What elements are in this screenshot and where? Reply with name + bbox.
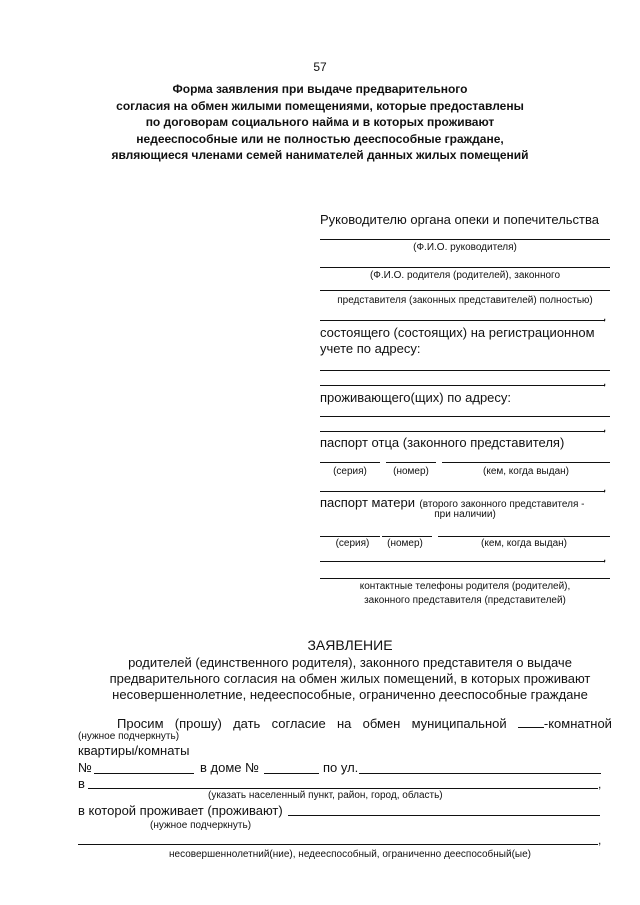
father-series-hint: (серия): [333, 466, 367, 477]
statement-subtitle-line: родителей (единственного родителя), законного представителя о выдаче: [128, 655, 572, 670]
mother-issued-hint: (кем, когда выдан): [481, 538, 567, 549]
rooms-field: [518, 716, 612, 731]
comma: ,: [603, 374, 607, 388]
mother-series-hint: (серия): [335, 538, 370, 549]
father-issued-hint: (кем, когда выдан): [483, 466, 569, 477]
apartment-number-blank[interactable]: [94, 773, 194, 774]
locality-blank[interactable]: [88, 788, 598, 789]
statement-subtitle-line: несовершеннолетние, недееспособные, ограниченно дееспособные граждане: [112, 687, 588, 702]
passport-mother-note-2: при наличии): [434, 509, 496, 520]
request-word: дать: [233, 716, 261, 731]
underline-hint: (нужное подчеркнуть): [78, 731, 180, 742]
form-title-line: Форма заявления при выдаче предварительного: [172, 82, 468, 96]
comma: ,: [598, 833, 602, 847]
fio-parent-hint: (Ф.И.О. родителя (родителей), законного: [369, 270, 561, 281]
phones-hint-2: законного представителя (представителей): [364, 595, 566, 606]
father-passport-line-2[interactable]: [320, 491, 605, 492]
fio-parent-line[interactable]: [320, 267, 610, 268]
recipient-header: Руководителю органа опеки и попечительства: [320, 212, 599, 227]
house-number-blank[interactable]: [264, 773, 319, 774]
page-number: 57: [313, 60, 327, 74]
passport-father-label: паспорт отца (законного представителя): [320, 435, 565, 450]
rooms-count-blank[interactable]: [518, 716, 544, 728]
mother-series-line[interactable]: [320, 536, 380, 537]
father-issued-line[interactable]: [442, 462, 610, 463]
phones-hint: контактные телефоны родителя (родителей),: [359, 581, 571, 592]
fio-head-hint: (Ф.И.О. руководителя): [413, 242, 517, 253]
mother-passport-line-2[interactable]: [320, 561, 605, 562]
statement-subtitle: [40, 655, 640, 703]
request-word: (прошу): [174, 716, 222, 731]
request-word: обмен: [362, 716, 401, 731]
living-label: проживающего(щих) по адресу:: [320, 390, 512, 405]
apartment-label: квартиры/комнаты: [78, 743, 190, 758]
comma: ,: [603, 420, 607, 434]
registered-address-line-2[interactable]: [320, 385, 605, 386]
request-word: на: [336, 716, 352, 731]
form-title-line: недееспособные или не полностью дееспособные граждане,: [136, 131, 504, 146]
form-title-line: являющиеся членами семей нанимателей данных жилых помещений: [111, 148, 529, 162]
persons-blank[interactable]: [78, 844, 598, 845]
fio-parent-line-2[interactable]: [320, 290, 610, 291]
form-title: [60, 81, 580, 164]
comma: ,: [603, 480, 607, 494]
form-title-line: по договорам социального найма и в которых проживают: [145, 115, 495, 129]
request-word: Просим: [117, 716, 164, 731]
father-number-line[interactable]: [386, 462, 436, 463]
fio-parent-hint-2: представителя (законных представителей) полностью): [337, 295, 593, 306]
request-word: муниципальной: [411, 716, 507, 731]
comma: ,: [603, 309, 607, 323]
street-label: по ул.: [323, 760, 359, 775]
mother-number-hint: (номер): [387, 538, 423, 549]
living-persons-label: в которой проживает (проживают): [78, 803, 283, 818]
street-blank[interactable]: [359, 773, 601, 774]
fio-parent-line-3[interactable]: [320, 320, 605, 321]
statement-subtitle-line: предварительного согласия на обмен жилых помещений, в которых проживают: [109, 671, 591, 686]
statement-title: ЗАЯВЛЕНИЕ: [307, 637, 393, 653]
form-title-line: согласия на обмен жилыми помещениями, которые предоставлены: [116, 98, 524, 113]
registered-label: состоящего (состоящих) на регистрационном: [320, 325, 595, 340]
father-number-hint: (номер): [393, 466, 429, 477]
living-persons-blank[interactable]: [288, 815, 600, 816]
passport-mother-note: (второго законного представителя -: [419, 499, 585, 510]
passport-mother-label: паспорт матери: [320, 495, 415, 510]
request-word: согласие: [271, 716, 326, 731]
in-label: в: [78, 776, 85, 791]
no-label: №: [78, 760, 92, 775]
comma: ,: [598, 777, 602, 791]
request-line: [117, 716, 612, 731]
rooms-suffix: -комнатной: [543, 716, 612, 731]
living-address-line[interactable]: [320, 416, 610, 417]
father-series-line[interactable]: [320, 462, 380, 463]
registered-address-line[interactable]: [320, 370, 610, 371]
registered-label-2: учете по адресу:: [320, 341, 421, 356]
mother-number-line[interactable]: [382, 536, 432, 537]
persons-hint: несовершеннолетний(ние), недееспособный, ограниченно дееспособный(ые): [169, 849, 531, 860]
comma: ,: [603, 550, 607, 564]
phones-line[interactable]: [320, 578, 610, 579]
mother-issued-line[interactable]: [438, 536, 610, 537]
living-address-line-2[interactable]: [320, 431, 605, 432]
house-label: в доме №: [200, 760, 260, 775]
fio-head-line[interactable]: [320, 239, 610, 240]
underline-hint-2: (нужное подчеркнуть): [150, 820, 252, 831]
locality-hint: (указать населенный пункт, район, город, область): [208, 790, 443, 801]
